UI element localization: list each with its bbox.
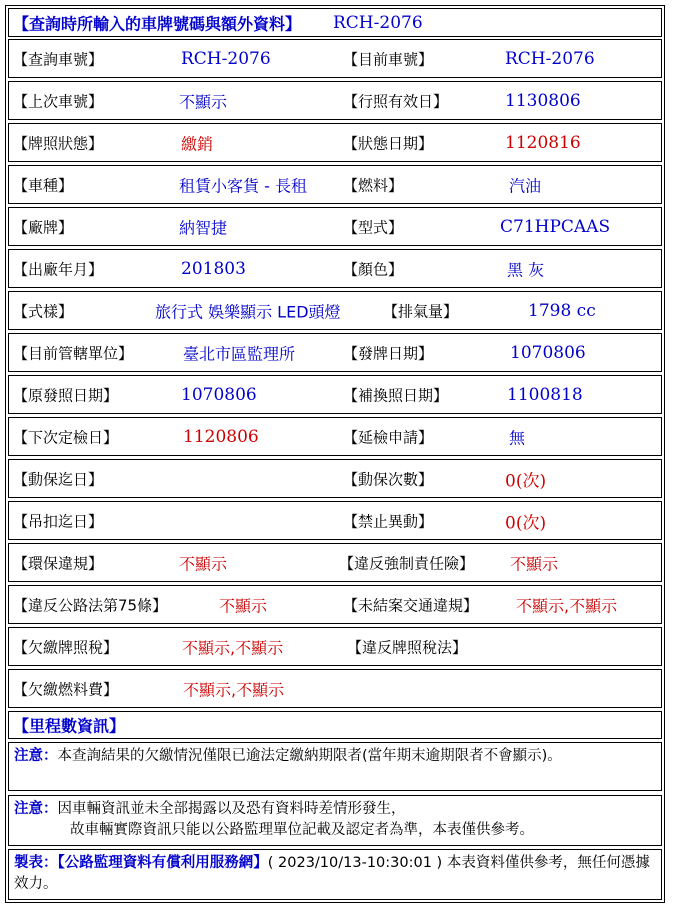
row-seize xyxy=(8,501,662,540)
row-brand xyxy=(8,207,662,246)
next-inspect-value: 1120806 xyxy=(183,426,259,447)
status-date-label: 【狀態日期】 xyxy=(343,134,434,152)
row-authority xyxy=(8,333,662,372)
highway75-value: 不顯示 xyxy=(219,596,268,615)
ban-value: 0(次) xyxy=(505,513,547,533)
fuel-fee-value: 不顯示,不顯示 xyxy=(183,680,285,699)
fuel-value: 汽油 xyxy=(509,176,542,195)
row-env xyxy=(8,543,662,582)
license-valid-value: 1130806 xyxy=(505,90,581,111)
insurance-label: 【違反強制責任險】 xyxy=(339,554,475,572)
lien-count-value: 0(次) xyxy=(505,471,547,491)
row-highway75 xyxy=(8,585,662,624)
issue-date-value: 1070806 xyxy=(510,342,586,363)
current-plate-value: RCH-2076 xyxy=(505,48,595,69)
license-valid-label: 【行照有效日】 xyxy=(343,92,449,110)
insurance-value: 不顯示 xyxy=(510,554,559,573)
model-label: 【型式】 xyxy=(343,218,404,236)
lien-until-label: 【動保迄日】 xyxy=(13,470,104,488)
vehicle-info-table xyxy=(5,5,665,903)
color-label: 【顏色】 xyxy=(343,260,404,278)
displacement-label: 【排氣量】 xyxy=(383,302,459,320)
maker-note xyxy=(14,853,656,895)
fuel-fee-label: 【欠繳燃料費】 xyxy=(13,680,119,698)
row-lien xyxy=(8,459,662,498)
maker-row xyxy=(8,849,662,900)
reissue-label: 【補換照日期】 xyxy=(343,386,449,404)
row-status xyxy=(8,123,662,162)
note2 xyxy=(14,799,656,841)
prev-plate-value: 不顯示 xyxy=(179,92,228,111)
tax-law-label: 【違反牌照稅法】 xyxy=(347,638,468,656)
traffic-label: 【未結案交通違規】 xyxy=(343,596,479,614)
next-inspect-label: 【下次定檢日】 xyxy=(13,428,119,446)
header-title: 【查詢時所輸入的車牌號碼與額外資料】 xyxy=(13,14,302,33)
traffic-value: 不顯示,不顯示 xyxy=(516,596,618,615)
header-plate: RCH-2076 xyxy=(333,12,423,33)
authority-label: 【目前管轄單位】 xyxy=(13,344,134,362)
ban-label: 【禁止異動】 xyxy=(343,512,434,530)
row-style xyxy=(8,291,662,330)
maker-prefix: 製表： xyxy=(14,855,58,871)
mfg-date-value: 201803 xyxy=(181,258,246,279)
note1-prefix: 注意： xyxy=(14,748,58,764)
fuel-label: 【燃料】 xyxy=(343,176,404,194)
highway75-label: 【違反公路法第75條】 xyxy=(13,596,168,614)
note2-row xyxy=(8,795,662,846)
color-value: 黑 灰 xyxy=(507,260,545,279)
maker-text: ( 2023/10/13-10:30:01 ) 本表資料僅供參考，無任何憑據效力。 xyxy=(14,855,650,892)
row-next-inspect xyxy=(8,417,662,456)
displacement-value: 1798 cc xyxy=(528,300,596,321)
note1-text: 本查詢結果的欠繳情況僅限已逾法定繳納期限者(當年期末逾期限者不會顯示)。 xyxy=(57,748,562,764)
row-vehicle-type xyxy=(8,165,662,204)
env-label: 【環保違規】 xyxy=(13,554,104,572)
status-value: 繳銷 xyxy=(181,134,214,153)
note2-line1: 因車輛資訊並未全部揭露以及恐有資料時差情形發生， xyxy=(57,801,406,817)
note2-prefix: 注意： xyxy=(14,801,58,817)
prev-plate-label: 【上次車號】 xyxy=(13,92,104,110)
status-label: 【牌照狀態】 xyxy=(13,134,104,152)
model-value: C71HPCAAS xyxy=(500,216,611,237)
current-plate-label: 【目前車號】 xyxy=(343,50,434,68)
extend-label: 【延檢申請】 xyxy=(343,428,434,446)
maker-source: 【公路監理資料有償利用服務網】 xyxy=(57,855,268,871)
authority-value: 臺北市區監理所 xyxy=(183,344,296,363)
tax-due-label: 【欠繳牌照稅】 xyxy=(13,638,119,656)
brand-value: 納智捷 xyxy=(179,218,228,237)
vehicle-type-label: 【車種】 xyxy=(13,176,74,194)
query-plate-value: RCH-2076 xyxy=(181,48,271,69)
row-fuel-fee xyxy=(8,669,662,708)
row-mfg-date xyxy=(8,249,662,288)
vehicle-type-value: 租賃小客貨 - 長租 xyxy=(179,176,307,195)
orig-issue-value: 1070806 xyxy=(181,384,257,405)
tax-due-value: 不顯示,不顯示 xyxy=(182,638,284,657)
note1-row xyxy=(8,742,662,791)
lien-count-label: 【動保次數】 xyxy=(343,470,434,488)
style-value: 旅行式 娛樂顯示 LED頭燈 xyxy=(155,302,341,321)
note2-line2: 故車輛實際資訊只能以公路監理單位記載及認定者為準，本表僅供參考。 xyxy=(70,822,534,838)
row-prev-plate xyxy=(8,81,662,120)
mileage-row xyxy=(8,711,662,739)
header-row xyxy=(8,8,662,37)
row-orig-issue xyxy=(8,375,662,414)
brand-label: 【廠牌】 xyxy=(13,218,74,236)
row-plates xyxy=(8,39,662,78)
status-date-value: 1120816 xyxy=(505,132,581,153)
orig-issue-label: 【原發照日期】 xyxy=(13,386,119,404)
seize-until-label: 【吊扣迄日】 xyxy=(13,512,104,530)
extend-value: 無 xyxy=(509,428,526,447)
style-label: 【式樣】 xyxy=(13,302,74,320)
env-value: 不顯示 xyxy=(179,554,228,573)
row-tax-due xyxy=(8,627,662,666)
reissue-value: 1100818 xyxy=(507,384,583,405)
issue-date-label: 【發牌日期】 xyxy=(343,344,434,362)
query-plate-label: 【查詢車號】 xyxy=(13,50,104,68)
note1 xyxy=(14,746,656,767)
mfg-date-label: 【出廠年月】 xyxy=(13,260,104,278)
mileage-title: 【里程數資訊】 xyxy=(13,716,126,736)
